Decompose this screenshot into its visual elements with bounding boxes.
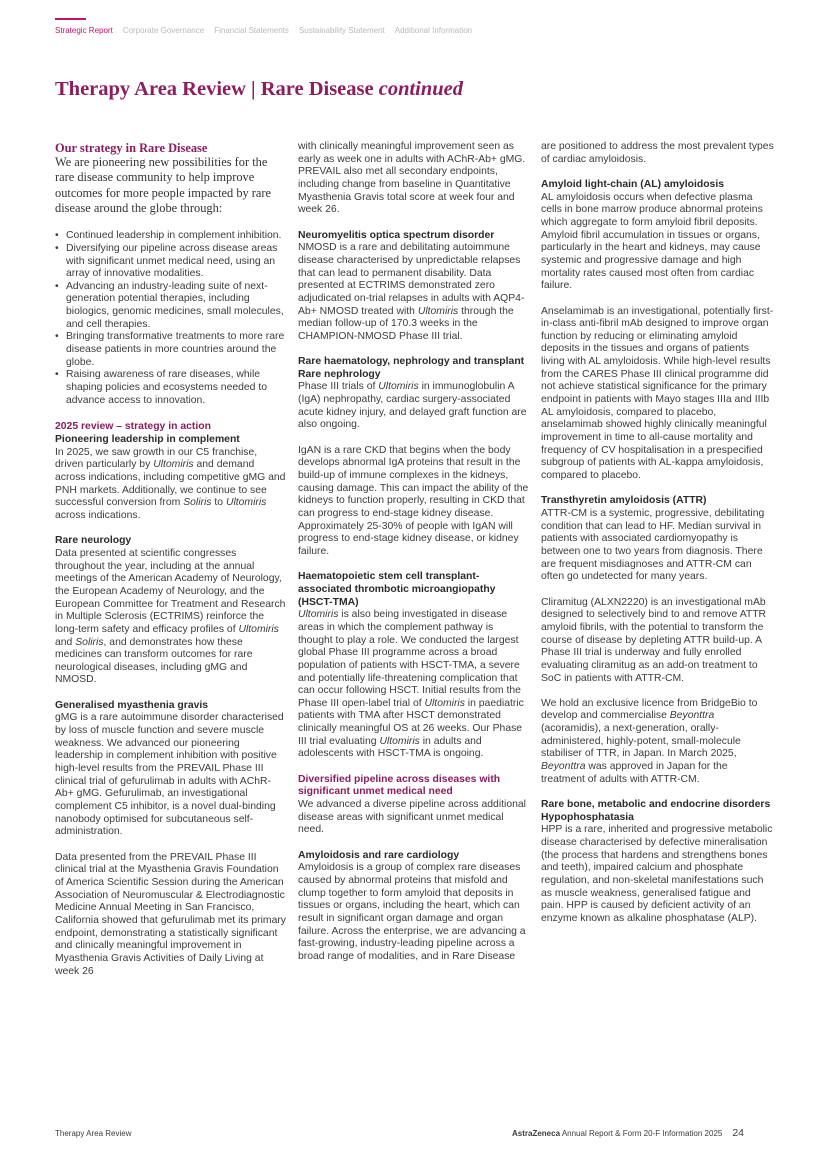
gmg-continued-paragraph: with clinically meaningful improvement seen as early as week one in adults with AChR-Ab+ gMG. PREVAIL also met all secondary endpoints, including change from baseline in Quantitative Myasthenia Gravis total score at week four and week 26.	[298, 141, 526, 216]
section-nav	[55, 26, 472, 35]
footer-brand: AstraZeneca	[512, 1129, 561, 1138]
page-title-main: Therapy Area Review | Rare Disease	[55, 78, 374, 100]
column-1	[55, 141, 287, 991]
hsct-paragraph: Ultomiris is also being investigated in disease areas in which the complement pathway is thought to play a role. We conducted the largest global Phase III programme across a broad population of patients with HSCT-TMA, a severe and potentially life-threatening complication that can occur following HSCT. Initial results from the Phase III open-label trial of Ultomiris in paediatric patients with TMA after HSCT demonstrated clinically meaningful OS at 26 weeks. Our Phase III trial evaluating Ultomiris in adults and adolescents with HSCT-TMA is ongoing.	[298, 609, 524, 760]
pipeline-heading: Diversified pipeline across diseases with significant unmet medical need	[298, 773, 501, 798]
neuro-heading: Rare neurology	[55, 535, 132, 547]
column-2	[298, 141, 530, 976]
bridgebio-paragraph: We hold an exclusive licence from BridgeBio to develop and commercialise Beyonttra (acoramidis), a next-generation, orally-administered, highly-potent, small-molecule stabiliser of TTR, in Japan. In March 2025, Beyonttra was approved in Japan for the treatment of adults with ATTR-CM.	[541, 697, 758, 785]
neuro-paragraph: Data presented at scientific congresses throughout the year, including at the annual meetings of the American Academy of Neurology, the European Academy of Neurology, and the European Committee for Treatment and Research in Multiple Sclerosis (ECTRIMS) reinforce the long-term safety and efficacy profiles of Ultomiris and Soliris, and demonstrates how these medicines can transform outcomes for rare neurological diseases, including gMG and NMOSD.	[55, 547, 286, 686]
attr-paragraph: ATTR-CM is a systemic, progressive, debilitating condition that can lead to HF. Median survival in patients with associated cardiomyopathy is between one to two years from diagnosis. There are frequent misdiagnoses and ATTR-CM can often go undetected for many years.	[541, 507, 765, 583]
list-item: • Advancing an industry-leading suite of next-generation potential therapies, including biologics, genomic medicines, small molecules, and cell therapies.	[55, 281, 287, 332]
amyloid-continued-paragraph: are positioned to address the most prevalent types of cardiac amyloidosis.	[541, 141, 774, 165]
footer-section-label: Therapy Area Review	[55, 1129, 132, 1138]
list-item: • Continued leadership in complement inhibition.	[55, 230, 287, 243]
al-heading: Amyloid light-chain (AL) amyloidosis	[541, 178, 725, 190]
page-title	[55, 78, 463, 101]
amyloid-paragraph: Amyloidosis is a group of complex rare diseases caused by abnormal proteins that misfold and clump together to form amyloid that deposits in tissues or organs, including the heart, which can result in significant organ damage and organ failure. Across the enterprise, we are advancing a fast-growing, industry-leading pipeline across a broad range of modalities, and in Rare Disease	[298, 862, 526, 962]
prevail-paragraph: Data presented from the PREVAIL Phase III clinical trial at the Myasthenia Gravis Foundation of America Scientific Session during the American Association of Neuromuscular & Electrodiagnostic Medicine Annual Meeting in San Francisco, California showed that gefurulimab met its primary endpoint, demonstrating a statistically significant and clinically meaningful improvement in Myasthenia Gravis Activities of Daily Living at week 26	[55, 851, 286, 977]
cliramitug-paragraph: Cliramitug (ALXN2220) is an investigational mAb designed to selectively bind to and remove ATTR amyloid fibrils, with the potential to transform the course of disease by depleting ATTR build-up. A Phase III trial is underway and fully enrolled evaluating cliramitug as an add-on treatment to SoC in patients with ATTR-CM.	[541, 596, 767, 684]
hpp-heading: Hypophosphatasia	[541, 811, 634, 823]
column-3	[541, 141, 774, 938]
strategy-intro: We are pioneering new possibilities for the rare disease community to help improve outcomes for more people impacted by rare disease around the globe through:	[55, 155, 272, 215]
page-number: 24	[732, 1127, 745, 1139]
nmosd-heading: Neuromyelitis optica spectrum disorder	[298, 229, 495, 241]
bone-heading: Rare bone, metabolic and endocrine disorders	[541, 799, 771, 811]
gmg-heading: Generalised myasthenia gravis	[55, 699, 209, 711]
nav-strategic-report[interactable]: Strategic Report	[55, 26, 113, 35]
leadership-heading: Pioneering leadership in complement	[55, 434, 240, 446]
nav-financial-statements[interactable]: Financial Statements	[214, 26, 289, 35]
nephrology-heading: Rare nephrology	[298, 368, 381, 380]
amyloid-heading: Amyloidosis and rare cardiology	[298, 849, 460, 861]
list-item: • Raising awareness of rare diseases, while shaping policies and ecosystems needed to advance access to innovation.	[55, 369, 287, 407]
anselamimab-paragraph: Anselamimab is an investigational, potentially first-in-class anti-fibril mAb designed to improve organ function by reducing or eliminating amyloid deposits in the tissues and organs of patients living with AL amyloidosis. While high-level results from the CARES Phase III clinical programme did not achieve statistical significance for the primary endpoint in patients with Mayo stages IIIa and IIIb AL amyloidosis, compared to placebo, anselamimab showed highly clinically meaningful improvement in time to all-cause mortality and frequency of CV hospitalisation in a prespecified subgroup of patients with AL-kappa amyloidosis, compared to placebo.	[541, 305, 774, 482]
hpp-paragraph: HPP is a rare, inherited and progressive metabolic disease characterised by defective mineralisation (the process that hardens and strengthens bones and teeth), impaired calcium and phosphate regulation, and non-skeletal manifestations such as muscle weakness, generalised fatigue and pain. HPP is caused by deficient activity of an enzyme known as alkaline phosphatase (ALP).	[541, 824, 773, 924]
list-item: • Bringing transformative treatments to more rare disease patients in more countries around the globe.	[55, 331, 287, 369]
page-title-suffix: continued	[378, 78, 464, 100]
active-tab-indicator	[55, 18, 86, 20]
list-item: • Diversifying our pipeline across disease areas with significant unmet medical need, using an array of innovative modalities.	[55, 243, 287, 281]
igan-paragraph: IgAN is a rare CKD that begins when the body develops abnormal IgA proteins that result in the build-up of immune complexes in the kidneys, causing damage. This can impact the ability of the kidneys to function properly, resulting in CKD that can progress to end-stage kidney disease. Approximately 25-30% of people with IgAN will progress to end-stage kidney disease, or kidney failure.	[298, 444, 529, 557]
nav-additional-information[interactable]: Additional Information	[394, 26, 473, 35]
strategy-list	[55, 230, 287, 407]
gmg-paragraph: gMG is a rare autoimmune disorder characterised by loss of muscle function and severe muscle weakness. We advanced our pioneering leadership in complement inhibition with positive high-level results from the PREVAIL Phase III clinical trial of gefurulimab in adults with AChR-Ab+ gMG. Gefurulimab, an investigational complement C5 inhibitor, is a novel dual-binding nanobody optimised for subcutaneous self-administration.	[55, 712, 284, 838]
nephrology-paragraph: Phase III trials of Ultomiris in immunoglobulin A (IgA) nephropathy, cardiac surgery-associated acute kidney injury, and delayed graft function are also ongoing.	[298, 381, 527, 431]
leadership-paragraph: In 2025, we saw growth in our C5 franchise, driven particularly by Ultomiris and demand across indications, including competitive gMG and PNH markets. Additionally, we continue to see successful conversion from Soliris to Ultomiris across indications.	[55, 446, 286, 521]
nav-sustainability-statement[interactable]: Sustainability Statement	[298, 26, 385, 35]
footer-report-info	[512, 1127, 744, 1139]
pipeline-paragraph: We advanced a diverse pipeline across additional disease areas with significant unmet medical need.	[298, 799, 526, 836]
strategy-heading: Our strategy in Rare Disease	[55, 141, 208, 155]
footer-report-title: Annual Report & Form 20-F Information 2025	[560, 1129, 723, 1138]
nav-corporate-governance[interactable]: Corporate Governance	[122, 26, 205, 35]
hsct-heading: Haematopoietic stem cell transplant-associated thrombotic microangiopathy (HSCT-TMA)	[298, 571, 496, 608]
nmosd-paragraph: NMOSD is a rare and debilitating autoimmune disease characterised by unpredictable relapses that can lead to permanent disability. Data presented at ECTRIMS demonstrated zero adjudicated on-trial relapses in adults with AQP4-Ab+ NMOSD treated with Ultomiris through the median follow-up of 170.3 weeks in the CHAMPION-NMOSD Phase III trial.	[298, 242, 525, 342]
haem-heading: Rare haematology, nephrology and transplant	[298, 356, 525, 368]
al-paragraph: AL amyloidosis occurs when defective plasma cells in bone marrow produce abnormal proteins which aggregate to form amyloid fibril deposits. Amyloid fibril accumulation in tissues or organs, particularly in the heart and kidneys, may cause systemic and progressive damage and high mortality rates caused most often from cardiac failure.	[541, 191, 763, 292]
attr-heading: Transthyretin amyloidosis (ATTR)	[541, 495, 707, 507]
review-heading: 2025 review – strategy in action	[55, 421, 211, 433]
